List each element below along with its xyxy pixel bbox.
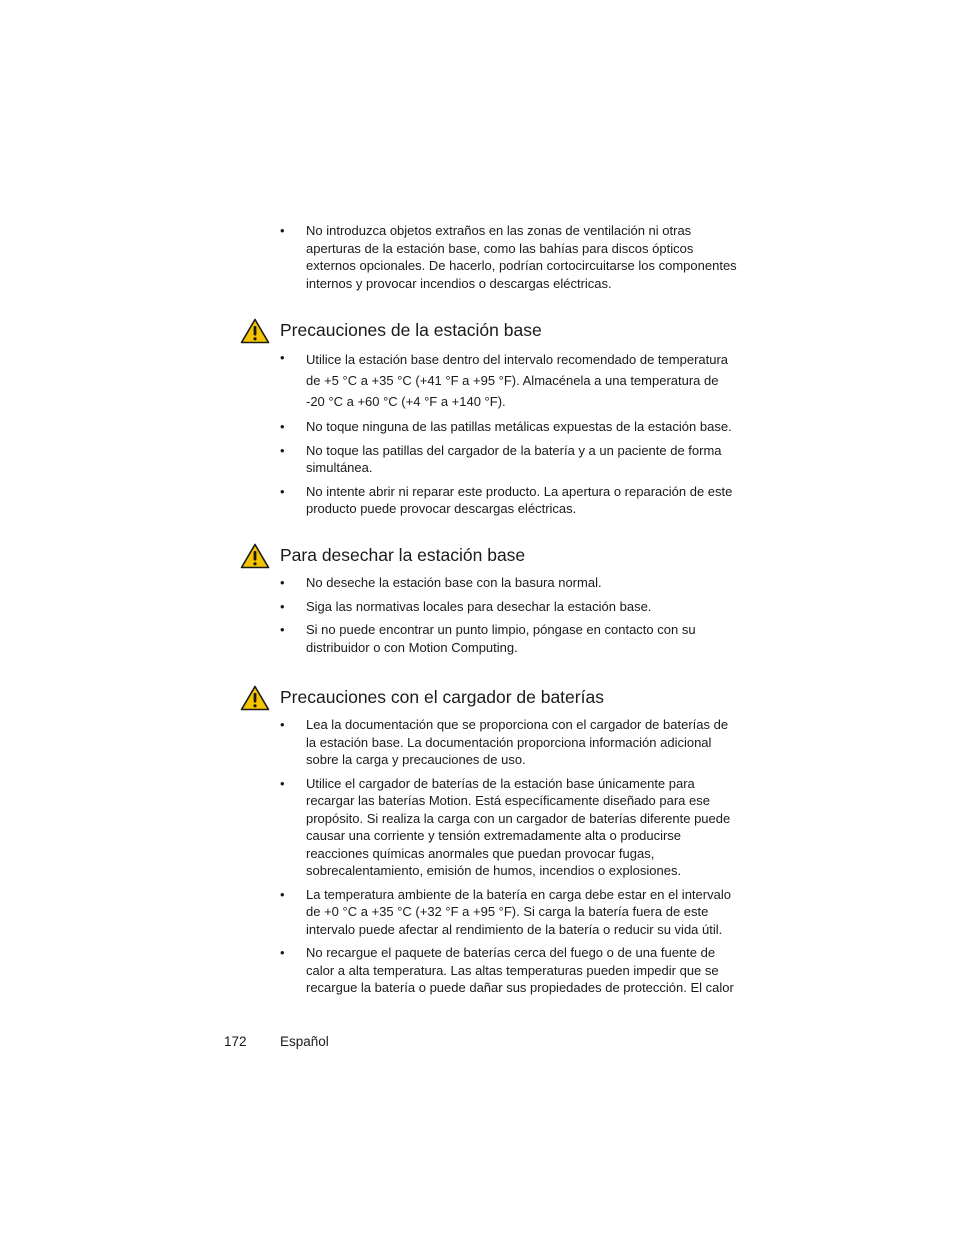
bullet-dot: • (280, 717, 285, 732)
section-title: Precauciones de la estación base (280, 320, 542, 340)
bullet-dot: • (280, 350, 285, 365)
footer-language: Español (280, 1034, 329, 1049)
warning-triangle-icon (240, 318, 270, 344)
list-item (240, 598, 740, 616)
bullet-dot: • (280, 775, 285, 791)
bullet-dot: • (280, 575, 285, 590)
list-item (240, 483, 740, 518)
list-item-text: Lea la documentación que se proporciona con el cargador de baterías de la estación base. La documentación proporciona información adicional sobre la carga y precauciones de uso. (306, 717, 729, 767)
section-list (240, 349, 740, 518)
list-item (240, 716, 740, 769)
list-item (240, 886, 740, 939)
list-item (240, 944, 740, 997)
bullet-dot: • (280, 622, 285, 637)
list-item (240, 222, 740, 292)
section-title: Precauciones con el cargador de baterías (280, 687, 604, 707)
list-item-text: No deseche la estación base con la basura normal. (306, 575, 602, 590)
list-item-text: La temperatura ambiente de la batería en carga debe estar en el intervalo de +0 °C a +35 °C (+32 °F a +95 °F). Si carga la batería fuera de este intervalo puede afectar al rendimiento de la batería o reducir su vida útil. (306, 886, 731, 937)
section-title: Para desechar la estación base (280, 545, 526, 565)
list-item-text: No introduzca objetos extraños en las zonas de ventilación ni otras aperturas de la estación base, como las bahías para discos ópticos externos opcionales. De hacerlo, podrían cortocircuitarse los componentes internos y provocar incendios o descargas eléctricas. (306, 223, 737, 291)
list-item (240, 775, 740, 880)
list-item-text: No toque ninguna de las patillas metálicas expuestas de la estación base. (306, 419, 732, 434)
list-item-text: Siga las normativas locales para desechar la estación base. (306, 598, 652, 614)
intro-list (240, 222, 740, 298)
list-item-text: No recargue el paquete de baterías cerca del fuego o de una fuente de calor a alta temperatura. Las altas temperaturas pueden impedir que se recargue la batería o puede dañar sus propiedades de protección. El calor (306, 945, 734, 995)
list-item (240, 349, 740, 412)
section-heading (240, 318, 740, 344)
list-item (240, 442, 740, 477)
section-list (240, 574, 740, 656)
section-disposal (240, 543, 740, 662)
warning-triangle-icon (240, 543, 270, 569)
section-heading (240, 543, 740, 569)
section-base-station-precautions (240, 318, 740, 524)
list-item-text: No intente abrir ni reparar este producto. La apertura o reparación de este producto puede provocar descargas eléctricas. (306, 483, 733, 516)
list-item (240, 574, 740, 592)
bullet-dot: • (280, 945, 285, 960)
bullet-dot: • (280, 598, 285, 614)
section-heading (240, 685, 740, 711)
list-item (240, 621, 740, 656)
bullet-dot: • (280, 223, 285, 238)
warning-triangle-icon (240, 685, 270, 711)
bullet-dot: • (280, 442, 285, 458)
list-item-text: Utilice el cargador de baterías de la estación base únicamente para recargar las baterías Motion. Está específicamente diseñado para ese propósito. Si realiza la carga con un cargador de baterías diferente puede causar una corriente y tensión extremadamente alta o producirse reacciones químicas anormales que puedan provocar fugas, sobrecalentamiento, emisión de humos, incendios o explosiones. (306, 775, 731, 878)
page-number: 172 (224, 1034, 247, 1049)
bullet-dot: • (280, 886, 285, 902)
section-charger-precautions (240, 685, 740, 1003)
bullet-dot: • (280, 483, 285, 499)
bullet-dot: • (280, 419, 285, 434)
list-item-text: No toque las patillas del cargador de la batería y a un paciente de forma simultánea. (306, 442, 722, 475)
list-item (240, 418, 740, 436)
section-list (240, 716, 740, 997)
list-item-text: Si no puede encontrar un punto limpio, póngase en contacto con su distribuidor o con Motion Computing. (306, 622, 696, 655)
list-item-text: Utilice la estación base dentro del intervalo recomendado de temperatura de +5 °C a +35 °C (+41 °F a +95 °F). Almacénela a una temperatura de -20 °C a +60 °C (+4 °F a +140 °F). (306, 352, 729, 409)
